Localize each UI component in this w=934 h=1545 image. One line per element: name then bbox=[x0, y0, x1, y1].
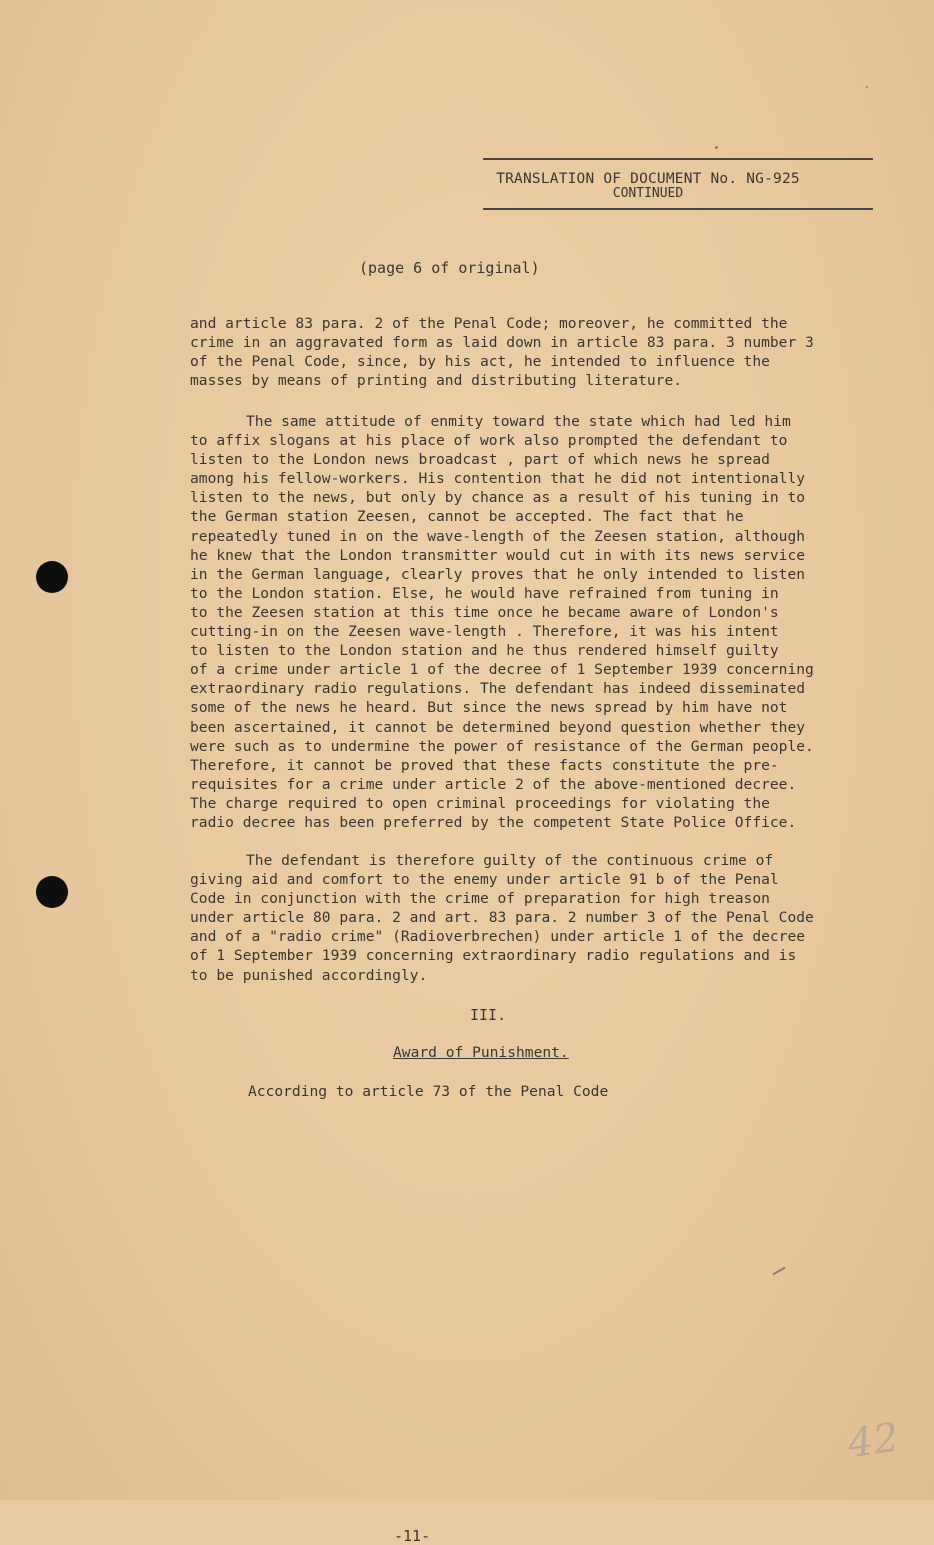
text-line: crime in an aggravated form as laid down in article 83 para. 3 number 3 bbox=[190, 334, 814, 352]
text-line: been ascertained, it cannot be determined beyond question whether they bbox=[190, 718, 806, 736]
original-page-note: (page 6 of original) bbox=[359, 259, 540, 277]
text-line: in the German language, clearly proves that he only intended to listen bbox=[190, 565, 806, 583]
punch-hole bbox=[36, 561, 68, 593]
text-line: listen to the London news broadcast , part of which news he spread bbox=[190, 451, 770, 469]
text-line: and article 83 para. 2 of the Penal Code; moreover, he committed the bbox=[190, 315, 788, 332]
text-line: he knew that the London transmitter would cut in with its news service bbox=[190, 546, 806, 564]
paragraph-3 bbox=[190, 851, 814, 985]
text-line: giving aid and comfort to the enemy under article 91 b of the Penal bbox=[190, 871, 779, 889]
text-line: Therefore, it cannot be proved that these facts constitute the pre- bbox=[190, 756, 779, 774]
text-line: of 1 September 1939 concerning extraordinary radio regulations and is bbox=[190, 947, 797, 965]
text-line: The defendant is therefore guilty of the continuous crime of bbox=[246, 852, 774, 869]
text-line: masses by means of printing and distributing literature. bbox=[190, 372, 683, 390]
text-line: repeatedly tuned in on the wave-length of the Zeesen station, although bbox=[190, 527, 806, 545]
text-line: among his fellow-workers. His contention that he did not intentionally bbox=[190, 470, 806, 488]
text-line: of the Penal Code, since, by his act, he intended to influence the bbox=[190, 353, 770, 371]
header-title: TRANSLATION OF DOCUMENT No. NG-925 bbox=[496, 171, 800, 187]
text-line: were such as to undermine the power of resistance of the German people. bbox=[190, 737, 814, 755]
text-line: the German station Zeesen, cannot be accepted. The fact that he bbox=[190, 508, 744, 526]
text-line: of a crime under article 1 of the decree of 1 September 1939 concerning bbox=[190, 661, 814, 679]
text-line: The charge required to open criminal proceedings for violating the bbox=[190, 794, 770, 812]
text-line: to the Zeesen station at this time once he became aware of London's bbox=[190, 603, 779, 621]
section-title: Award of Punishment. bbox=[393, 1044, 569, 1061]
paragraph-1 bbox=[190, 314, 814, 390]
text-line: extraordinary radio regulations. The defendant has indeed disseminated bbox=[190, 680, 806, 698]
text-line: cutting-in on the Zeesen wave-length . Therefore, it was his intent bbox=[190, 623, 779, 641]
text-line: to the London station. Else, he would have refrained from tuning in bbox=[190, 584, 779, 602]
ink-speck bbox=[866, 86, 868, 88]
text-line: to listen to the London station and he thus rendered himself guilty bbox=[190, 642, 779, 660]
ink-speck bbox=[715, 146, 718, 149]
handwritten-folio-number: 42 bbox=[845, 1414, 902, 1468]
punch-hole bbox=[36, 876, 68, 908]
text-line: to affix slogans at his place of work also prompted the defendant to bbox=[190, 432, 788, 450]
text-line: some of the news he heard. But since the news spread by him have not bbox=[190, 699, 788, 717]
text-line: to be punished accordingly. bbox=[190, 966, 428, 984]
section-number: III. bbox=[470, 1006, 507, 1024]
header-continued: CONTINUED bbox=[612, 186, 684, 201]
document-header bbox=[483, 158, 873, 210]
check-mark bbox=[772, 1267, 785, 1276]
section-opening-line: According to article 73 of the Penal Code bbox=[248, 1083, 609, 1100]
text-line: listen to the news, but only by chance as a result of his tuning in to bbox=[190, 489, 806, 507]
text-line: The same attitude of enmity toward the state which had led him bbox=[246, 413, 791, 430]
paragraph-2 bbox=[190, 412, 814, 832]
text-line: Code in conjunction with the crime of preparation for high treason bbox=[190, 890, 770, 908]
text-line: requisites for a crime under article 2 of the above-mentioned decree. bbox=[190, 775, 797, 793]
text-line: and of a "radio crime" (Radioverbrechen) under article 1 of the decree bbox=[190, 928, 806, 946]
text-line: under article 80 para. 2 and art. 83 para. 2 number 3 of the Penal Code bbox=[190, 909, 814, 927]
text-line: radio decree has been preferred by the competent State Police Office. bbox=[190, 813, 797, 831]
page-number: -11- bbox=[394, 1527, 431, 1545]
